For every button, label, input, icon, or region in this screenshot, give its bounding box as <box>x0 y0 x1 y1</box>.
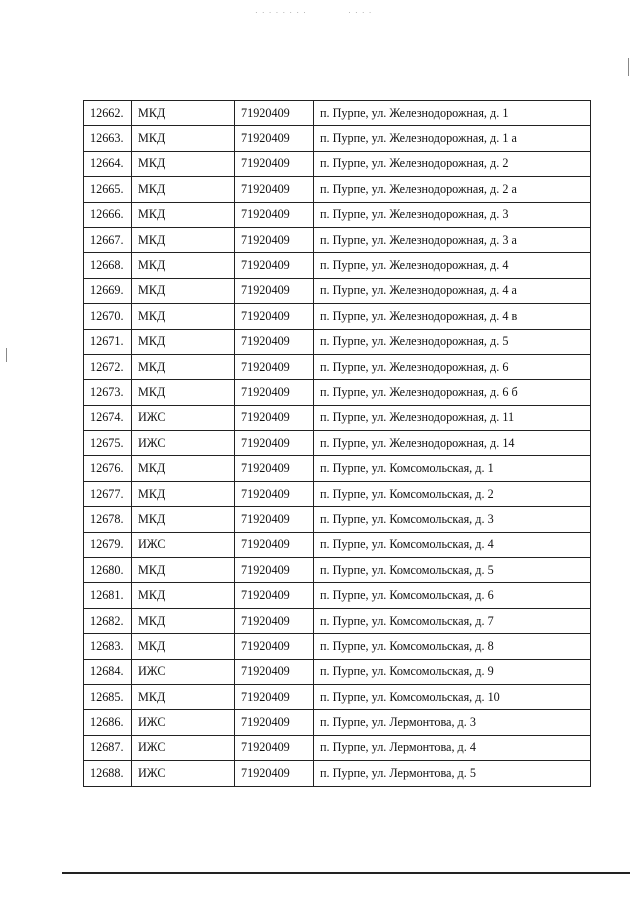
oktmo-code-cell: 71920409 <box>235 151 314 176</box>
table-row <box>84 405 591 430</box>
oktmo-code-cell: 71920409 <box>235 177 314 202</box>
oktmo-code-cell: 71920409 <box>235 532 314 557</box>
building-type-cell: МКД <box>132 684 235 709</box>
table-row <box>84 532 591 557</box>
oktmo-code-cell: 71920409 <box>235 684 314 709</box>
row-number-cell: 12677. <box>84 481 132 506</box>
row-number-cell: 12685. <box>84 684 132 709</box>
row-number-cell: 12668. <box>84 253 132 278</box>
building-type-cell: МКД <box>132 354 235 379</box>
address-cell: п. Пурпе, ул. Лермонтова, д. 3 <box>314 710 591 735</box>
address-cell: п. Пурпе, ул. Комсомольская, д. 7 <box>314 608 591 633</box>
table-row <box>84 507 591 532</box>
oktmo-code-cell: 71920409 <box>235 101 314 126</box>
building-type-cell: ИЖС <box>132 735 235 760</box>
scan-mark-right: · · · · <box>348 8 373 17</box>
row-number-cell: 12665. <box>84 177 132 202</box>
address-cell: п. Пурпе, ул. Железнодорожная, д. 1 <box>314 101 591 126</box>
row-number-cell: 12669. <box>84 278 132 303</box>
address-cell: п. Пурпе, ул. Железнодорожная, д. 4 в <box>314 304 591 329</box>
building-type-cell: ИЖС <box>132 710 235 735</box>
oktmo-code-cell: 71920409 <box>235 608 314 633</box>
building-type-cell: МКД <box>132 253 235 278</box>
table-row <box>84 278 591 303</box>
row-number-cell: 12687. <box>84 735 132 760</box>
building-type-cell: МКД <box>132 608 235 633</box>
table-row <box>84 583 591 608</box>
oktmo-code-cell: 71920409 <box>235 659 314 684</box>
address-cell: п. Пурпе, ул. Комсомольская, д. 5 <box>314 558 591 583</box>
scan-mark-left: · · · · · · · · <box>255 8 307 17</box>
oktmo-code-cell: 71920409 <box>235 634 314 659</box>
oktmo-code-cell: 71920409 <box>235 761 314 786</box>
oktmo-code-cell: 71920409 <box>235 558 314 583</box>
table-row <box>84 380 591 405</box>
oktmo-code-cell: 71920409 <box>235 735 314 760</box>
address-table <box>83 100 591 787</box>
oktmo-code-cell: 71920409 <box>235 583 314 608</box>
row-number-cell: 12680. <box>84 558 132 583</box>
scan-header-marks <box>255 8 410 17</box>
oktmo-code-cell: 71920409 <box>235 304 314 329</box>
row-number-cell: 12684. <box>84 659 132 684</box>
table-row <box>84 304 591 329</box>
table-row <box>84 151 591 176</box>
row-number-cell: 12682. <box>84 608 132 633</box>
oktmo-code-cell: 71920409 <box>235 278 314 303</box>
table-row <box>84 558 591 583</box>
oktmo-code-cell: 71920409 <box>235 329 314 354</box>
table-row <box>84 329 591 354</box>
bottom-rule <box>62 872 630 874</box>
table-row <box>84 253 591 278</box>
table-row <box>84 634 591 659</box>
building-type-cell: МКД <box>132 634 235 659</box>
row-number-cell: 12664. <box>84 151 132 176</box>
oktmo-code-cell: 71920409 <box>235 481 314 506</box>
row-number-cell: 12662. <box>84 101 132 126</box>
address-cell: п. Пурпе, ул. Железнодорожная, д. 3 а <box>314 227 591 252</box>
table-row <box>84 101 591 126</box>
address-cell: п. Пурпе, ул. Комсомольская, д. 4 <box>314 532 591 557</box>
oktmo-code-cell: 71920409 <box>235 710 314 735</box>
address-cell: п. Пурпе, ул. Комсомольская, д. 3 <box>314 507 591 532</box>
row-number-cell: 12674. <box>84 405 132 430</box>
address-cell: п. Пурпе, ул. Лермонтова, д. 5 <box>314 761 591 786</box>
oktmo-code-cell: 71920409 <box>235 354 314 379</box>
oktmo-code-cell: 71920409 <box>235 227 314 252</box>
oktmo-code-cell: 71920409 <box>235 507 314 532</box>
table-row <box>84 735 591 760</box>
address-cell: п. Пурпе, ул. Железнодорожная, д. 6 б <box>314 380 591 405</box>
address-cell: п. Пурпе, ул. Железнодорожная, д. 14 <box>314 431 591 456</box>
building-type-cell: МКД <box>132 126 235 151</box>
building-type-cell: МКД <box>132 583 235 608</box>
oktmo-code-cell: 71920409 <box>235 431 314 456</box>
building-type-cell: МКД <box>132 380 235 405</box>
building-type-cell: МКД <box>132 101 235 126</box>
address-cell: п. Пурпе, ул. Железнодорожная, д. 2 а <box>314 177 591 202</box>
address-cell: п. Пурпе, ул. Комсомольская, д. 8 <box>314 634 591 659</box>
building-type-cell: МКД <box>132 456 235 481</box>
building-type-cell: МКД <box>132 481 235 506</box>
address-cell: п. Пурпе, ул. Комсомольская, д. 10 <box>314 684 591 709</box>
address-cell: п. Пурпе, ул. Железнодорожная, д. 1 а <box>314 126 591 151</box>
row-number-cell: 12663. <box>84 126 132 151</box>
table-row <box>84 684 591 709</box>
address-table-container <box>83 100 590 787</box>
table-row <box>84 177 591 202</box>
row-number-cell: 12670. <box>84 304 132 329</box>
building-type-cell: ИЖС <box>132 405 235 430</box>
oktmo-code-cell: 71920409 <box>235 380 314 405</box>
table-row <box>84 659 591 684</box>
oktmo-code-cell: 71920409 <box>235 202 314 227</box>
building-type-cell: МКД <box>132 227 235 252</box>
row-number-cell: 12688. <box>84 761 132 786</box>
building-type-cell: ИЖС <box>132 431 235 456</box>
address-cell: п. Пурпе, ул. Железнодорожная, д. 4 а <box>314 278 591 303</box>
row-number-cell: 12667. <box>84 227 132 252</box>
building-type-cell: МКД <box>132 278 235 303</box>
row-number-cell: 12681. <box>84 583 132 608</box>
building-type-cell: МКД <box>132 507 235 532</box>
oktmo-code-cell: 71920409 <box>235 253 314 278</box>
table-row <box>84 202 591 227</box>
address-table-body <box>84 101 591 787</box>
building-type-cell: МКД <box>132 558 235 583</box>
building-type-cell: МКД <box>132 177 235 202</box>
right-margin-mark <box>628 58 629 76</box>
address-cell: п. Пурпе, ул. Железнодорожная, д. 4 <box>314 253 591 278</box>
table-row <box>84 481 591 506</box>
address-cell: п. Пурпе, ул. Железнодорожная, д. 5 <box>314 329 591 354</box>
building-type-cell: МКД <box>132 304 235 329</box>
address-cell: п. Пурпе, ул. Комсомольская, д. 2 <box>314 481 591 506</box>
row-number-cell: 12672. <box>84 354 132 379</box>
table-row <box>84 431 591 456</box>
table-row <box>84 126 591 151</box>
building-type-cell: ИЖС <box>132 532 235 557</box>
address-cell: п. Пурпе, ул. Комсомольская, д. 9 <box>314 659 591 684</box>
row-number-cell: 12675. <box>84 431 132 456</box>
row-number-cell: 12671. <box>84 329 132 354</box>
row-number-cell: 12678. <box>84 507 132 532</box>
row-number-cell: 12683. <box>84 634 132 659</box>
building-type-cell: ИЖС <box>132 761 235 786</box>
table-row <box>84 456 591 481</box>
table-row <box>84 354 591 379</box>
building-type-cell: МКД <box>132 151 235 176</box>
table-row <box>84 608 591 633</box>
address-cell: п. Пурпе, ул. Железнодорожная, д. 2 <box>314 151 591 176</box>
building-type-cell: МКД <box>132 329 235 354</box>
address-cell: п. Пурпе, ул. Комсомольская, д. 1 <box>314 456 591 481</box>
row-number-cell: 12673. <box>84 380 132 405</box>
address-cell: п. Пурпе, ул. Железнодорожная, д. 3 <box>314 202 591 227</box>
row-number-cell: 12686. <box>84 710 132 735</box>
row-number-cell: 12666. <box>84 202 132 227</box>
oktmo-code-cell: 71920409 <box>235 126 314 151</box>
oktmo-code-cell: 71920409 <box>235 456 314 481</box>
left-margin-mark <box>6 348 7 362</box>
oktmo-code-cell: 71920409 <box>235 405 314 430</box>
address-cell: п. Пурпе, ул. Комсомольская, д. 6 <box>314 583 591 608</box>
row-number-cell: 12679. <box>84 532 132 557</box>
building-type-cell: ИЖС <box>132 659 235 684</box>
address-cell: п. Пурпе, ул. Лермонтова, д. 4 <box>314 735 591 760</box>
address-cell: п. Пурпе, ул. Железнодорожная, д. 6 <box>314 354 591 379</box>
row-number-cell: 12676. <box>84 456 132 481</box>
building-type-cell: МКД <box>132 202 235 227</box>
table-row <box>84 761 591 786</box>
address-cell: п. Пурпе, ул. Железнодорожная, д. 11 <box>314 405 591 430</box>
table-row <box>84 710 591 735</box>
table-row <box>84 227 591 252</box>
